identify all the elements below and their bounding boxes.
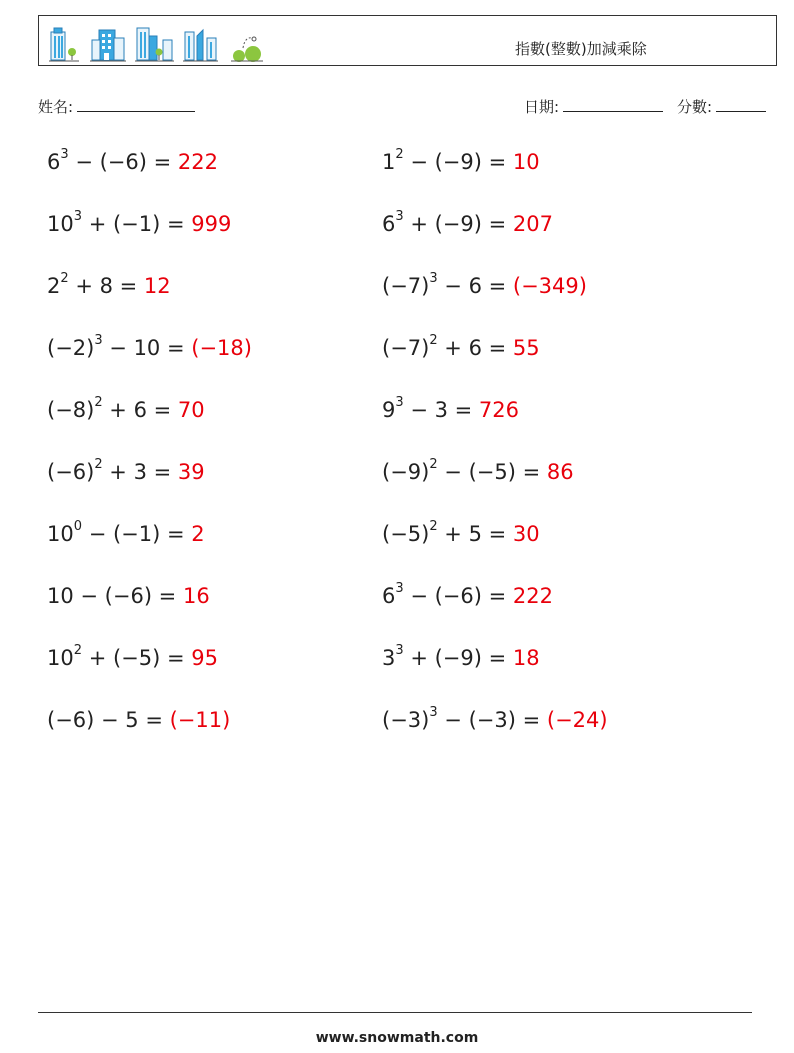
problem-base: 10 (47, 522, 74, 546)
problem-item (382, 271, 587, 298)
problem-item (47, 708, 230, 732)
apartment-building-icon (90, 30, 126, 61)
problem-exponent: 0 (73, 519, 83, 534)
problem-answer: 55 (512, 336, 540, 360)
problem-exponent: 3 (429, 271, 438, 286)
score-field[interactable] (677, 96, 766, 117)
problem-exponent: 3 (395, 209, 404, 224)
problem-item (382, 643, 540, 670)
problem-exponent: 2 (73, 643, 83, 658)
problem-item (382, 705, 608, 732)
problem-base: (−7) (382, 274, 430, 298)
problem-answer: 39 (177, 460, 205, 484)
problem-answer: 95 (191, 646, 218, 670)
problem-exponent: 2 (395, 147, 404, 162)
problem-operation: + (−9) = (403, 646, 513, 670)
problem-operation: + 6 = (102, 398, 178, 422)
problem-answer: 30 (512, 522, 540, 546)
problem-exponent: 2 (94, 457, 103, 472)
problem-exponent: 2 (429, 519, 438, 534)
problem-operation: + 3 = (102, 460, 178, 484)
problem-operation: + (−9) = (403, 212, 513, 236)
problem-answer: (−24) (546, 708, 608, 732)
problem-exponent: 3 (395, 581, 404, 596)
problem-answer: (−11) (169, 708, 231, 732)
problem-exponent: 2 (429, 333, 438, 348)
problem-operation: + (−1) = (82, 212, 192, 236)
problem-base: 9 (382, 398, 396, 422)
footer-divider (38, 1012, 752, 1013)
problem-item (47, 209, 232, 236)
problem-answer: 16 (182, 584, 210, 608)
problem-item (47, 457, 205, 484)
problem-base: 10 − (−6) = (47, 584, 183, 608)
problem-base: (−8) (47, 398, 95, 422)
problem-exponent: 3 (395, 643, 404, 658)
footer-url: www.snowmath.com (315, 1030, 479, 1046)
problem-base: (−6) (47, 460, 95, 484)
problem-answer: 726 (478, 398, 520, 422)
problem-item (47, 519, 205, 546)
problem-operation: − (−3) = (437, 708, 547, 732)
date-label: 日期: (524, 98, 560, 116)
name-label: 姓名: (38, 98, 74, 116)
problem-base: (−6) − 5 = (47, 708, 170, 732)
problem-item (47, 584, 210, 608)
problem-answer: (−18) (191, 336, 252, 360)
problem-exponent: 2 (60, 271, 69, 286)
header-box (38, 15, 777, 66)
problem-base: (−3) (382, 708, 430, 732)
problem-base: 3 (382, 646, 396, 670)
problem-operation: + 8 = (68, 274, 144, 298)
score-blank[interactable] (716, 97, 766, 112)
problem-exponent: 2 (429, 457, 438, 472)
problem-answer: (−349) (512, 274, 587, 298)
problem-base: 6 (47, 150, 61, 174)
problem-item (382, 581, 553, 608)
problem-item (47, 643, 218, 670)
problem-item (382, 519, 540, 546)
problem-base: 10 (47, 646, 74, 670)
problem-operation: − (−9) = (403, 150, 513, 174)
problem-answer: 999 (191, 212, 232, 236)
problem-item (382, 209, 553, 236)
city-skyline-icon (135, 28, 174, 61)
date-blank[interactable] (563, 97, 663, 112)
problem-answer: 10 (512, 150, 540, 174)
problem-exponent: 3 (429, 705, 438, 720)
problem-answer: 70 (177, 398, 205, 422)
score-label: 分數: (677, 98, 713, 116)
problem-exponent: 3 (60, 147, 69, 162)
problem-answer: 222 (177, 150, 218, 174)
name-field[interactable] (38, 96, 195, 117)
problem-operation: − (−5) = (437, 460, 547, 484)
problem-answer: 12 (143, 274, 171, 298)
problem-item (47, 271, 171, 298)
name-blank[interactable] (77, 97, 195, 112)
problem-answer: 18 (512, 646, 540, 670)
problem-item (47, 147, 218, 174)
problem-exponent: 3 (395, 395, 404, 410)
problem-operation: + 6 = (437, 336, 513, 360)
worksheet-title: 指數(整數)加減乘除 (515, 40, 647, 58)
problem-operation: − (−1) = (82, 522, 192, 546)
problem-item (47, 333, 252, 360)
date-field[interactable] (524, 96, 663, 117)
tower-building-icon (183, 30, 218, 61)
problem-item (382, 147, 540, 174)
problem-base: 6 (382, 212, 396, 236)
logo (47, 22, 267, 62)
problem-exponent: 3 (73, 209, 83, 224)
problem-base: 6 (382, 584, 396, 608)
problem-item (47, 395, 205, 422)
problem-answer: 2 (191, 522, 205, 546)
problem-operation: + 5 = (437, 522, 513, 546)
problem-operation: − 10 = (102, 336, 192, 360)
problem-base: 10 (47, 212, 74, 236)
problem-operation: − 3 = (403, 398, 479, 422)
problem-base: (−9) (382, 460, 430, 484)
problem-operation: − (−6) = (403, 584, 513, 608)
park-tree-icon (231, 37, 263, 62)
problem-base: 1 (382, 150, 396, 174)
problem-item (382, 333, 540, 360)
problem-base: (−7) (382, 336, 430, 360)
problem-exponent: 3 (94, 333, 103, 348)
problem-item (382, 457, 574, 484)
office-building-icon (49, 28, 79, 61)
problem-answer: 86 (546, 460, 574, 484)
problem-base: 2 (47, 274, 61, 298)
problem-answer: 222 (512, 584, 553, 608)
problem-exponent: 2 (94, 395, 103, 410)
problem-answer: 207 (512, 212, 553, 236)
problem-base: (−2) (47, 336, 95, 360)
problem-base: (−5) (382, 522, 430, 546)
problem-item (382, 395, 520, 422)
problem-operation: − 6 = (437, 274, 513, 298)
problem-operation: − (−6) = (68, 150, 178, 174)
problem-operation: + (−5) = (82, 646, 192, 670)
